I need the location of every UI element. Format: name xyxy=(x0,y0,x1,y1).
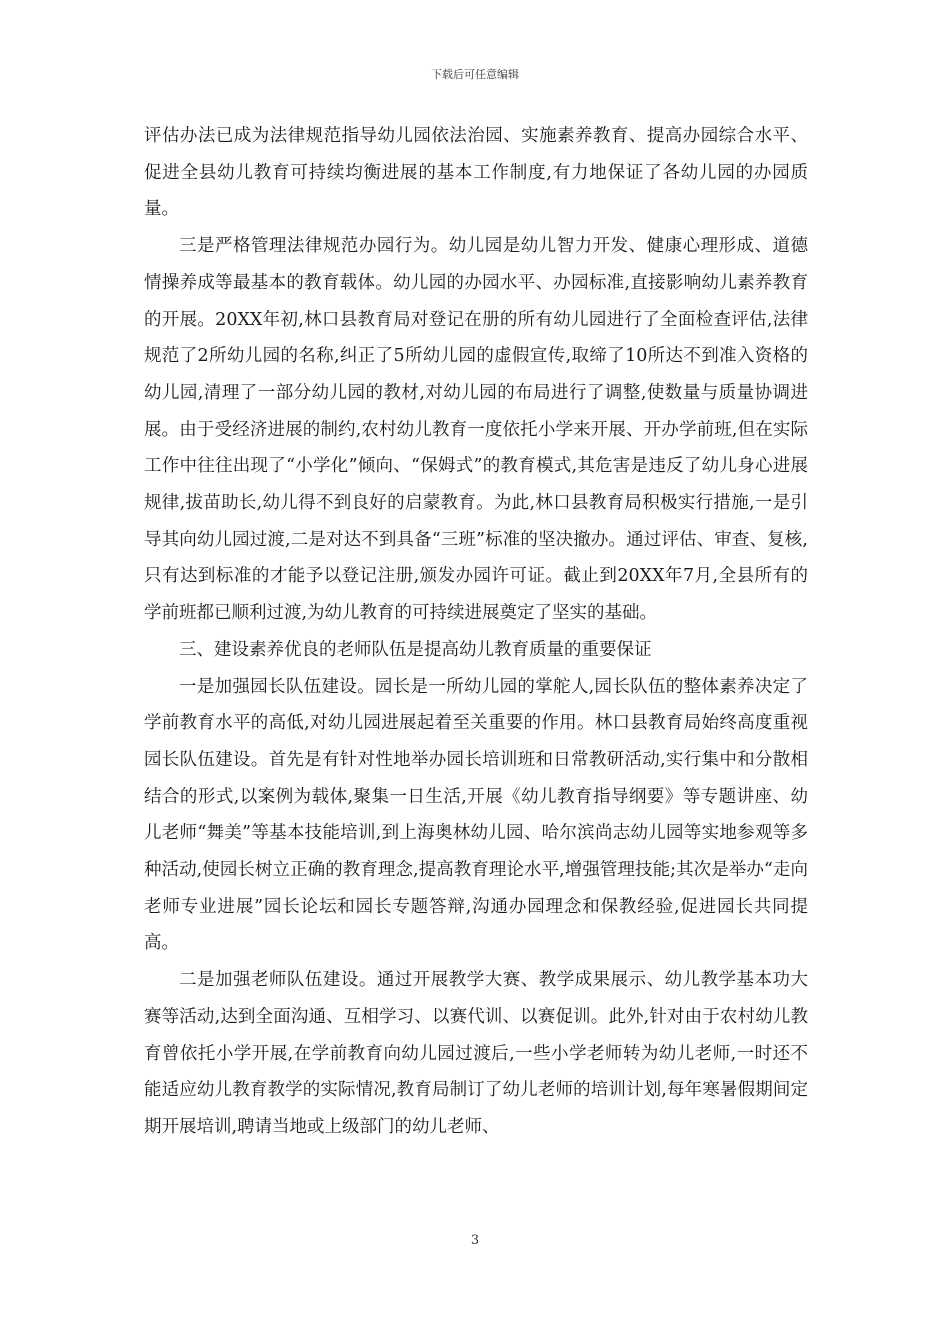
section-heading: 三、建设素养优良的老师队伍是提高幼儿教育质量的重要保证 xyxy=(179,639,652,660)
page-number: 3 xyxy=(470,1233,480,1248)
document-body xyxy=(144,118,808,1146)
paragraph-regulation: 三是严格管理法律规范办园行为。幼儿园是幼儿智力开发、健康心理形成、道德情操养成等最基本的教育载体。幼儿园的办园水平、办园标准,直接影响幼儿素养教育的开展。20XX年初,林口县教育局对登记在册的所有幼儿园进行了全面检查评估,法律规范了2所幼儿园的名称,纠正了5所幼儿园的虚假宣传,取缔了10所达不到准入资格的幼儿园,清理了一部分幼儿园的教材,对幼儿园的布局进行了调整,使数量与质量协调进展。由于受经济进展的制约,农村幼儿教育一度依托小学来开展、开办学前班,但在实际工作中往往出现了“小学化”倾向、“保姆式”的教育模式,其危害是违反了幼儿身心进展规律,拔苗助长,幼儿得不到良好的启蒙教育。为此,林口县教育局积极实行措施,一是引导其向幼儿园过渡,二是对达不到具备“三班”标准的坚决撤办。通过评估、审查、复核,只有达到标准的才能予以登记注册,颁发办园许可证。截止到20XX年7月,全县所有的学前班都已顺利过渡,为幼儿教育的可持续进展奠定了坚实的基础。 xyxy=(144,236,808,624)
paragraph-teacher-team: 二是加强老师队伍建设。通过开展教学大赛、教学成果展示、幼儿教学基本功大赛等活动,达到全面沟通、互相学习、以赛代训、以赛促训。此外,针对由于农村幼儿教育曾依托小学开展,在学前教育向幼儿园过渡后,一些小学老师转为幼儿老师,一时还不能适应幼儿教育教学的实际情况,教育局制订了幼儿老师的培训计划,每年寒暑假期间定期开展培训,聘请当地或上级部门的幼儿老师、 xyxy=(144,970,808,1137)
page-header: 下载后可任意编辑 xyxy=(431,68,519,81)
paragraph-continued: 评估办法已成为法律规范指导幼儿园依法治园、实施素养教育、提高办园综合水平、促进全县幼儿教育可持续均衡进展的基本工作制度,有力地保证了各幼儿园的办园质量。 xyxy=(144,126,808,220)
paragraph-principal-team: 一是加强园长队伍建设。园长是一所幼儿园的掌舵人,园长队伍的整体素养决定了学前教育水平的高低,对幼儿园进展起着至关重要的作用。林口县教育局始终高度重视园长队伍建设。首先是有针对性地举办园长培训班和日常教研活动,实行集中和分散相结合的形式,以案例为载体,聚集一日生活,开展《幼儿教育指导纲要》等专题讲座、幼儿老师“舞美”等基本技能培训,到上海奥林幼儿园、哈尔滨尚志幼儿园等实地参观等多种活动,使园长树立正确的教育理念,提高教育理论水平,增强管理技能;其次是举办“走向老师专业进展”园长论坛和园长专题答辩,沟通办园理念和保教经验,促进园长共同提高。 xyxy=(144,676,808,954)
